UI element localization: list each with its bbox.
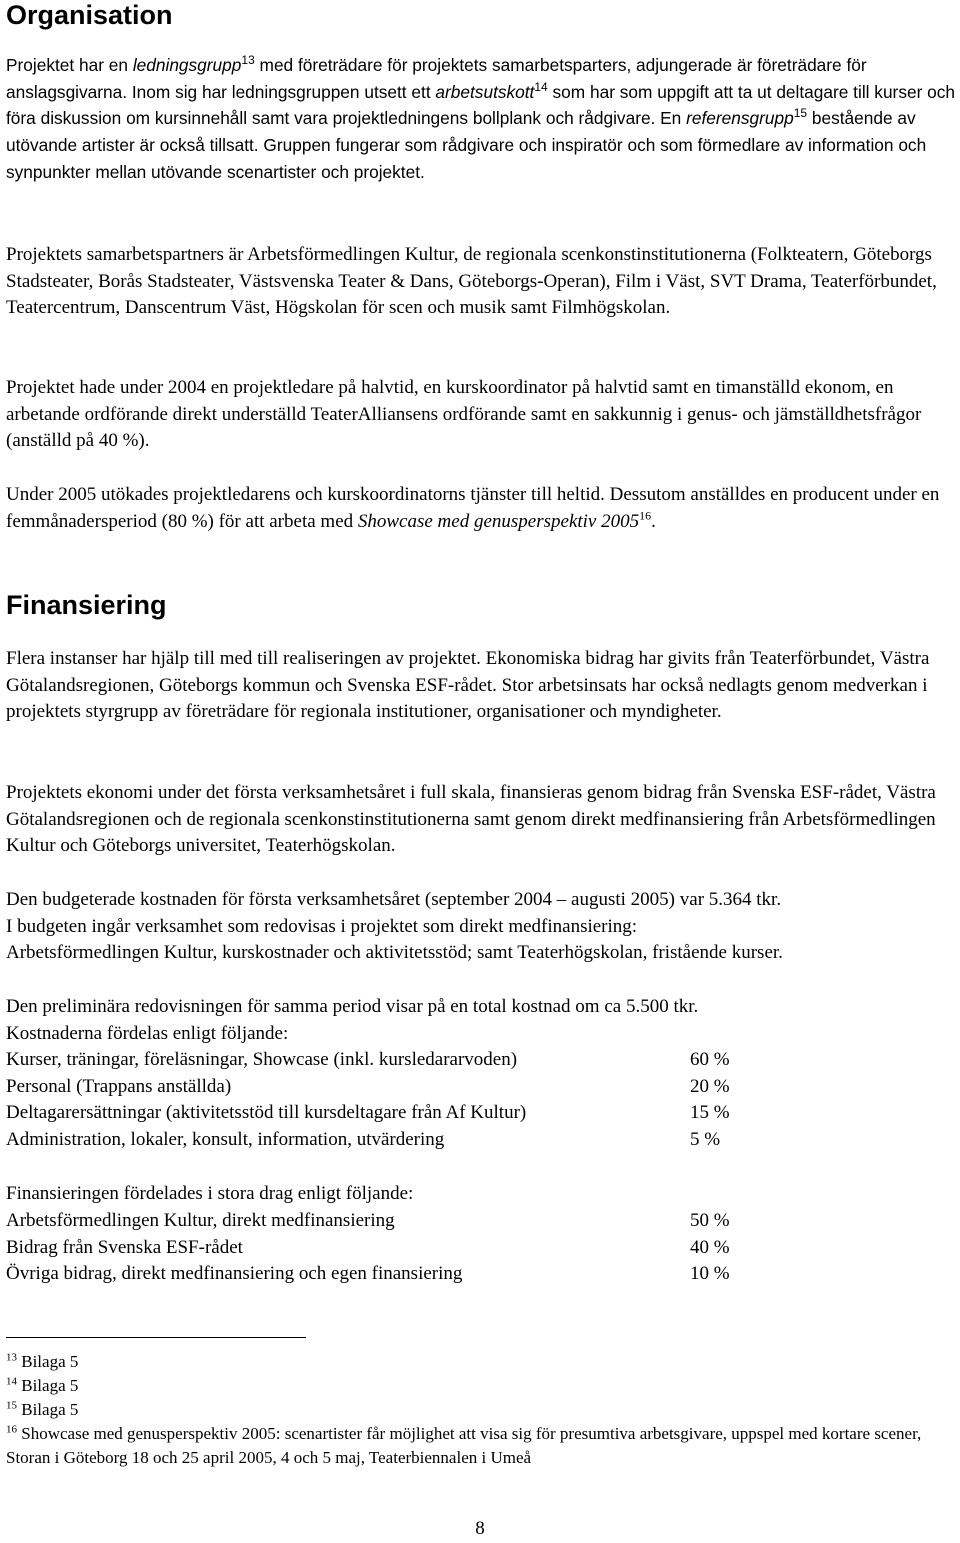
term-referensgrupp: referensgrupp — [686, 108, 794, 129]
cost-distribution-table — [6, 1047, 790, 1154]
term-showcase: Showcase med genusperspektiv 2005 — [357, 510, 640, 532]
footnote-number: 14 — [6, 1375, 17, 1388]
funding-label: Arbetsförmedlingen Kultur, direkt medfinansiering — [6, 1210, 395, 1231]
cost-percent: 60 % — [690, 1049, 730, 1070]
footnote-16 — [6, 1422, 956, 1470]
cost-percent: 5 % — [690, 1129, 721, 1151]
footnote-text: Bilaga 5 — [17, 1352, 79, 1371]
text-run: . — [651, 510, 656, 532]
text-run: bestående av utövande artister är också tillsatt. Gruppen fungerar som rådgivare och inspiratör och som förmedlare av information och synpunkter mellan utövande scenartister och projektet. — [6, 108, 927, 182]
cost-label: Administration, lokaler, konsult, information, utvärdering — [6, 1129, 445, 1151]
finansiering-paragraph-5: Finansieringen fördelades i stora drag enligt följande: — [6, 1183, 414, 1204]
cost-percent: 20 % — [690, 1075, 730, 1097]
term-ledningsgrupp: ledningsgrupp — [132, 55, 242, 75]
footnote-number: 15 — [6, 1399, 17, 1412]
table-row — [6, 1261, 790, 1288]
footnote-ref-16: 16 — [639, 508, 652, 523]
funding-label: Övriga bidrag, direkt medfinansiering och egen finansiering — [6, 1263, 463, 1285]
footnote-ref-14: 14 — [534, 79, 548, 94]
footnote-13 — [6, 1350, 956, 1374]
table-row — [6, 1208, 790, 1235]
cost-label: Personal (Trappans anställda) — [6, 1075, 232, 1097]
term-arbetsutskott: arbetsutskott — [435, 81, 535, 102]
finansiering-paragraph-4: Den preliminära redovisningen för samma period visar på en total kostnad om ca 5.500 tkr. Kostnaderna fördelas enligt följande: — [6, 996, 699, 1044]
footnote-15 — [6, 1398, 956, 1422]
finansiering-paragraph-1: Flera instanser har hjälp till med till realiseringen av projektet. Ekonomiska bidrag har givits från Teaterförbundet, Västra Götalandsregionen, Göteborgs kommun och Svenska ESF-rådet. Stor arbetsinsats har också nedlagts genom medverkan i projektets styrgrupp av företrädare för regionala institutioner, organisationer och myndigheter. — [6, 648, 930, 723]
footnote-text: Showcase med genusperspektiv 2005: scenartister får möjlighet att visa sig för presumtiva arbetsgivare, uppspel med kortare scener, Storan i Göteborg 18 och 25 april 2005, 4 och 5 maj, Teaterbiennalen i Umeå — [6, 1424, 922, 1467]
heading-organisation: Organisation — [6, 0, 173, 30]
table-row — [6, 1127, 790, 1154]
footnote-text: Bilaga 5 — [17, 1376, 79, 1395]
funding-label: Bidrag från Svenska ESF-rådet — [6, 1236, 243, 1258]
footnote-ref-15: 15 — [793, 106, 808, 121]
footnote-ref-13: 13 — [241, 53, 255, 68]
finansiering-paragraph-3: Den budgeterade kostnaden för första verksamhetsåret (september 2004 – augusti 2005) var 5.364 tkr. I budgeten ingår verksamhet som redovisas i projektet som direkt medfinansiering: Arbetsförmedlingen Kultur, kurskostnader och aktivitetsstöd; samt Teaterhögskolan, fristående kurser. — [6, 889, 783, 964]
cost-label: Deltagarersättningar (aktivitetsstöd till kursdeltagare från Af Kultur) — [6, 1102, 527, 1124]
footnote-number: 13 — [6, 1351, 17, 1364]
organisation-paragraph-2: Projektets samarbetspartners är Arbetsförmedlingen Kultur, de regionala scenkonstinstitutionerna (Folkteatern, Göteborgs Stadsteater, Borås Stadsteater, Västsvenska Teater & Dans, Göteborgs-Operan), Film i Väst, SVT Drama, Teaterförbundet, Teatercentrum, Danscentrum Väst, Högskolan för scen och musik samt Filmhögskolan. — [6, 244, 937, 319]
funding-percent: 50 % — [690, 1210, 730, 1231]
table-row — [6, 1100, 790, 1127]
footnote-14 — [6, 1374, 956, 1398]
heading-finansiering: Finansiering — [6, 590, 167, 620]
cost-percent: 15 % — [690, 1102, 730, 1124]
text-run: Projektet har en — [6, 55, 133, 75]
footnote-separator — [6, 1337, 306, 1338]
footnote-text: Bilaga 5 — [17, 1400, 79, 1419]
organisation-paragraph-3: Projektet hade under 2004 en projektledare på halvtid, en kurskoordinator på halvtid samt en timanställd ekonom, en arbetande ordförande direkt underställd TeaterAlliansens ordförande samt en sakkunnig i genus- och jämställdhetsfrågor (anställd på 40 %). — [6, 377, 922, 452]
text-run: Under 2005 utökades projektledarens och kurskoordinatorns tjänster till heltid. Dessutom anställdes en producent under en femmånadersperiod (80 %) för att arbeta med — [6, 484, 940, 532]
organisation-paragraph-4 — [6, 482, 956, 535]
table-row — [6, 1074, 790, 1101]
text-run: med företrädare för projektets samarbetsparters, adjungerade är företrädare för anslagsgivarna. Inom sig har ledningsgruppen utsett ett — [6, 55, 867, 102]
funding-percent: 40 % — [690, 1236, 730, 1258]
page-number: 8 — [475, 1518, 485, 1539]
table-row — [6, 1047, 790, 1074]
cost-label: Kurser, träningar, föreläsningar, Showcase (inkl. kursledararvoden) — [6, 1049, 518, 1070]
table-row — [6, 1235, 790, 1262]
funding-distribution-table — [6, 1208, 790, 1288]
footnote-number: 16 — [6, 1423, 17, 1436]
funding-percent: 10 % — [690, 1263, 730, 1285]
text-run: som har som uppgift att ta ut deltagare till kurser och föra diskussion om kursinnehåll samt vara projektledningens bollplank och rådgivare. En — [6, 81, 955, 129]
organisation-paragraph-1 — [6, 52, 956, 186]
finansiering-paragraph-2: Projektets ekonomi under det första verksamhetsåret i full skala, finansieras genom bidrag från Svenska ESF-rådet, Västra Götalandsregionen och de regionala scenkonstinstitutionerna samt genom direkt medfinansiering från Arbetsförmedlingen Kultur och Göteborgs universitet, Teaterhögskolan. — [6, 782, 936, 857]
